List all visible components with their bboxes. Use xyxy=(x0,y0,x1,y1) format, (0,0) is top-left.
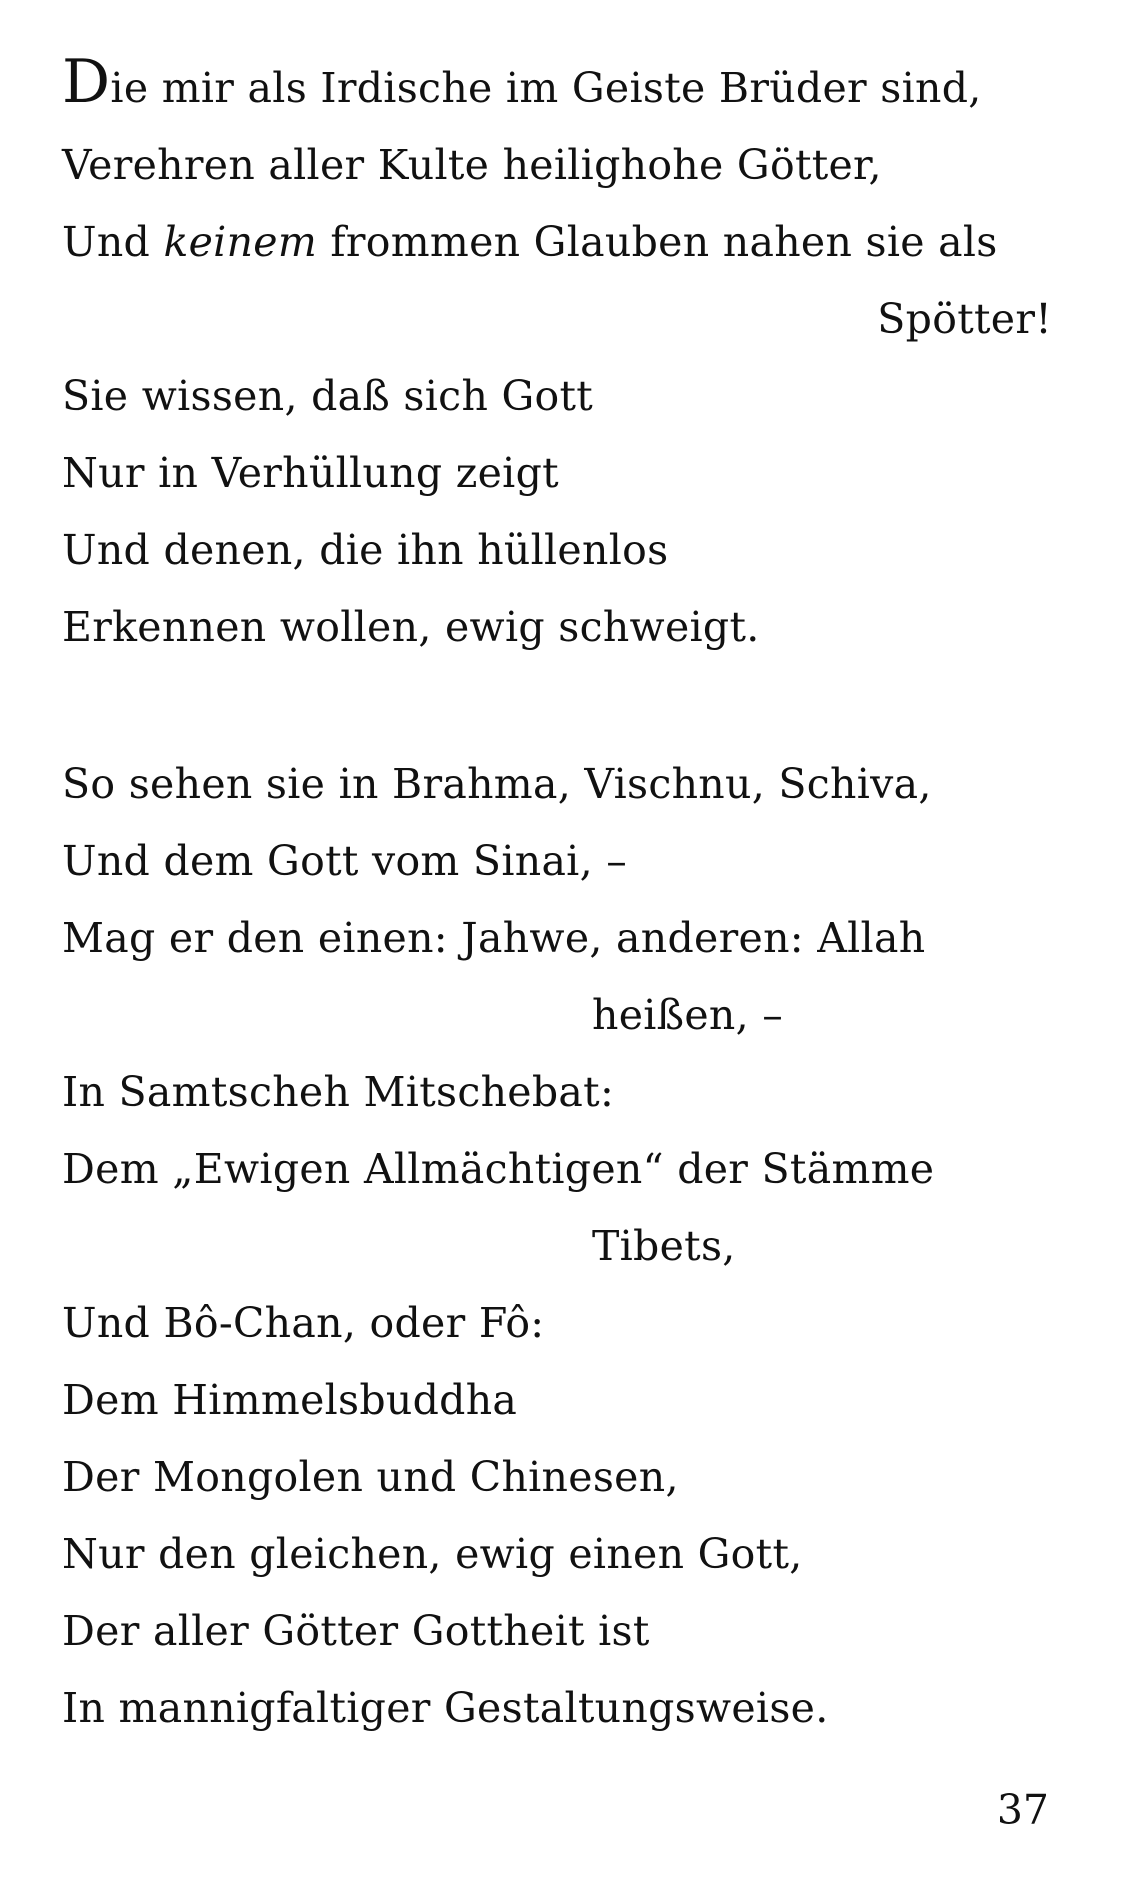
poem-line: Und dem Gott vom Sinai, – xyxy=(62,837,628,885)
poem-line xyxy=(62,47,1052,127)
stanza-1 xyxy=(62,47,1052,666)
stanza-break xyxy=(62,666,1052,746)
poem-line: Dem Himmelsbuddha xyxy=(62,1376,518,1424)
poem-line-continuation: Spötter! xyxy=(877,295,1052,343)
page-number: 37 xyxy=(996,1786,1049,1834)
poem-line: Nur in Verhüllung zeigt xyxy=(62,449,559,497)
poem-line: Nur den gleichen, ewig einen Gott, xyxy=(62,1530,803,1578)
emphasized-word: keinem xyxy=(163,218,318,266)
poem-line-continuation: heißen, – xyxy=(592,991,784,1039)
poem-line: Mag er den einen: Jahwe, anderen: Allah xyxy=(62,914,926,962)
poem-line: Erkennen wollen, ewig schweigt. xyxy=(62,603,760,651)
poem-line: In mannigfaltiger Gestaltungsweise. xyxy=(62,1684,829,1732)
line-text: ie mir als Irdische im Geiste Brüder sind, xyxy=(110,64,982,112)
line-text: frommen Glauben nahen sie als xyxy=(317,218,998,266)
stanza-2 xyxy=(62,746,1052,1747)
poem xyxy=(62,47,1052,1747)
poem-line: Verehren aller Kulte heilighohe Götter, xyxy=(62,141,882,189)
poem-line-continuation: Tibets, xyxy=(592,1222,736,1270)
poem-line: In Samtscheh Mitschebat: xyxy=(62,1068,615,1116)
poem-line xyxy=(62,204,1052,281)
poem-line: Der Mongolen und Chinesen, xyxy=(62,1453,679,1501)
drop-cap-initial: D xyxy=(62,47,111,117)
poem-line: Und Bô-Chan, oder Fô: xyxy=(62,1299,545,1347)
poem-line: Dem „Ewigen Allmächtigen“ der Stämme xyxy=(62,1145,935,1193)
line-text: Und xyxy=(62,218,164,266)
poem-line: Der aller Götter Gottheit ist xyxy=(62,1607,650,1655)
poem-line: Sie wissen, daß sich Gott xyxy=(62,372,594,420)
poem-line: So sehen sie in Brahma, Vischnu, Schiva, xyxy=(62,760,932,808)
poem-line: Und denen, die ihn hüllenlos xyxy=(62,526,669,574)
